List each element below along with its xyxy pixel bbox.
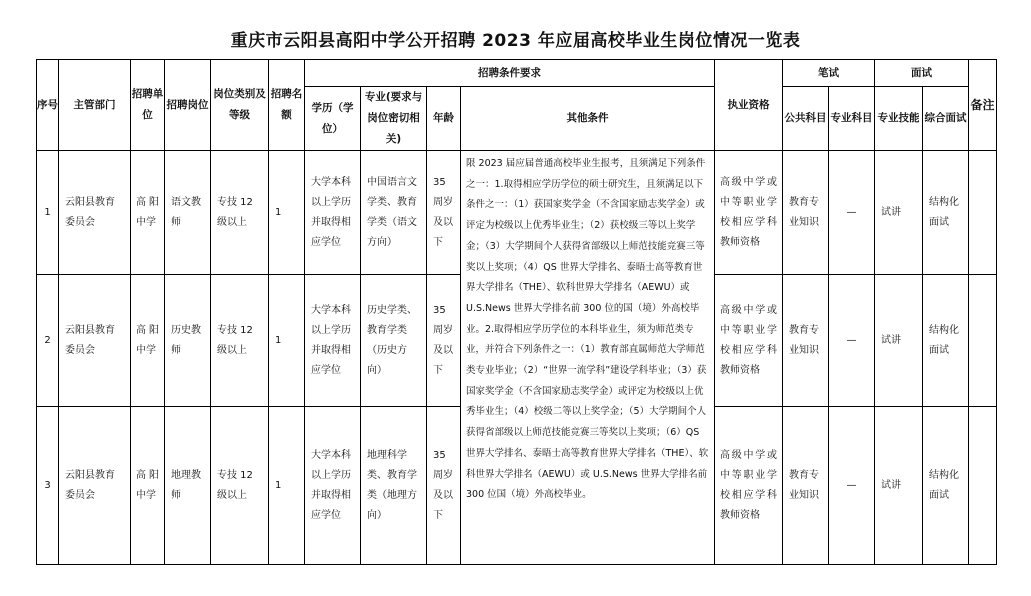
cell-skill: 试讲 <box>875 275 923 407</box>
header-public-subject: 公共科目 <box>783 87 829 151</box>
cell-major: 地理科学类、教育学类（地理方向） <box>361 407 427 565</box>
page-title: 重庆市云阳县高阳中学公开招聘 2023 年应届高校毕业生岗位情况一览表 <box>230 31 801 51</box>
cell-public-subject: 教育专业知识 <box>783 151 829 275</box>
cell-level: 专技 12 级以上 <box>211 275 269 407</box>
cell-age: 35 周岁及以下 <box>427 275 461 407</box>
header-other: 其他条件 <box>461 87 715 151</box>
cell-seq: 2 <box>37 275 59 407</box>
header-dept: 主管部门 <box>59 60 131 151</box>
header-written-group: 笔试 <box>783 60 875 87</box>
other-conditions: 限 2023 届应届普通高校毕业生报考，且须满足下列条件之一：1.取得相应学历学位的硕士研究生，且须满足以下条件之一：（1）获国家奖学金（不含国家励志奖学金）或评定为校级以上优秀毕业生；（2）获校级三等以上奖学金；（3）大学期间个人获得省部级以上师范技能竞赛三等奖以上奖项；（4）QS 世界大学排名、泰晤士高等教育世界大学排名（THE）、软科世界大学排名（AEWU）或 U.S.News 世界大学排名前 300 位的国（境）外高校毕业。2.取得相应学历学位的本科毕业生，须为师范类专业，并符合下列条件之一：（1）教育部直属师范大学师范类专业毕业；（2）“世界一流学科”建设学科毕业；（3）获国家奖学金（不含国家励志奖学金）或评定为校级以上优秀毕业生；（4）校级二等以上奖学金；（5）大学期间个人获得省部级以上师范技能竞赛三等奖以上奖项；（6）QS 世界大学排名、泰晤士高等教育世界大学排名（THE）、软科世界大学排名（AEWU）或 U.S.News 世界大学排名前 300 位国（境）外高校毕业。 <box>461 151 715 565</box>
header-conditions-group: 招聘条件要求 <box>305 60 715 87</box>
cell-post: 历史教师 <box>165 275 211 407</box>
cell-major: 中国语言文学类、教育学类（语文方向） <box>361 151 427 275</box>
cell-level: 专技 12 级以上 <box>211 407 269 565</box>
cell-dept: 云阳县教育委员会 <box>59 407 131 565</box>
cell-post: 语文教师 <box>165 151 211 275</box>
header-count: 招聘名额 <box>269 60 305 151</box>
cell-public-subject: 教育专业知识 <box>783 275 829 407</box>
cell-unit: 高阳中学 <box>131 151 165 275</box>
header-seq: 序号 <box>37 60 59 151</box>
cell-comprehensive: 结构化面试 <box>923 407 969 565</box>
cell-license: 高级中学或中等职业学校相应学科教师资格 <box>715 407 783 565</box>
cell-unit: 高阳中学 <box>131 407 165 565</box>
header-unit: 招聘单位 <box>131 60 165 151</box>
header-edu: 学历（学位） <box>305 87 361 151</box>
header-major-subject: 专业科目 <box>829 87 875 151</box>
cell-remark <box>969 407 997 565</box>
cell-dept: 云阳县教育委员会 <box>59 275 131 407</box>
header-interview-group: 面试 <box>875 60 969 87</box>
cell-edu: 大学本科以上学历并取得相应学位 <box>305 275 361 407</box>
cell-major-subject: — <box>829 407 875 565</box>
cell-unit: 高阳中学 <box>131 275 165 407</box>
cell-remark <box>969 275 997 407</box>
cell-public-subject: 教育专业知识 <box>783 407 829 565</box>
cell-license: 高级中学或中等职业学校相应学科教师资格 <box>715 275 783 407</box>
header-remark: 备注 <box>969 60 997 151</box>
cell-comprehensive: 结构化面试 <box>923 151 969 275</box>
cell-post: 地理教师 <box>165 407 211 565</box>
cell-age: 35 周岁及以下 <box>427 151 461 275</box>
cell-count: 1 <box>269 151 305 275</box>
header-age: 年龄 <box>427 87 461 151</box>
cell-count: 1 <box>269 275 305 407</box>
cell-comprehensive: 结构化面试 <box>923 275 969 407</box>
header-post: 招聘岗位 <box>165 60 211 151</box>
table-row <box>37 151 997 275</box>
header-row-1 <box>37 60 997 87</box>
cell-seq: 1 <box>37 151 59 275</box>
cell-edu: 大学本科以上学历并取得相应学位 <box>305 151 361 275</box>
cell-level: 专技 12 级以上 <box>211 151 269 275</box>
header-skill: 专业技能 <box>875 87 923 151</box>
cell-skill: 试讲 <box>875 151 923 275</box>
cell-major-subject: — <box>829 151 875 275</box>
header-level: 岗位类别及等级 <box>211 60 269 151</box>
cell-seq: 3 <box>37 407 59 565</box>
cell-remark <box>969 151 997 275</box>
cell-count: 1 <box>269 407 305 565</box>
recruitment-table <box>36 59 997 565</box>
cell-edu: 大学本科以上学历并取得相应学位 <box>305 407 361 565</box>
header-license: 执业资格 <box>715 60 783 151</box>
cell-major: 历史学类、教育学类（历史方向） <box>361 275 427 407</box>
cell-age: 35 周岁及以下 <box>427 407 461 565</box>
header-major: 专业(要求与岗位密切相关) <box>361 87 427 151</box>
cell-license: 高级中学或中等职业学校相应学科教师资格 <box>715 151 783 275</box>
cell-major-subject: — <box>829 275 875 407</box>
cell-dept: 云阳县教育委员会 <box>59 151 131 275</box>
cell-skill: 试讲 <box>875 407 923 565</box>
header-comprehensive: 综合面试 <box>923 87 969 151</box>
